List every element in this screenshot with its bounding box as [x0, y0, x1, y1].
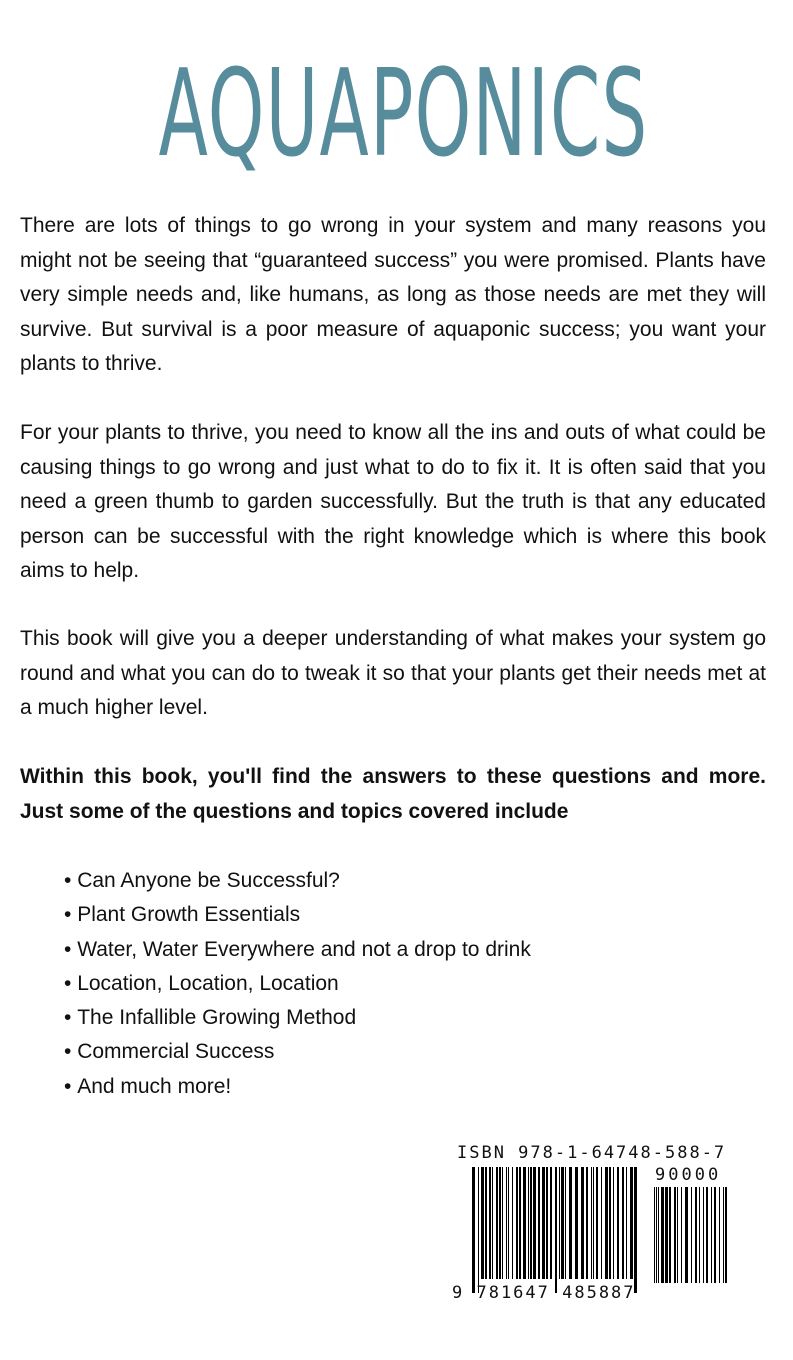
- barcode-bar: [496, 1167, 498, 1279]
- barcode-bar: [533, 1167, 536, 1279]
- barcode-bar: [613, 1167, 614, 1279]
- barcode-bar: [723, 1187, 724, 1283]
- barcode-bar: [725, 1187, 727, 1283]
- list-item: • Can Anyone be Successful?: [64, 864, 531, 898]
- barcode-bar: [626, 1167, 627, 1279]
- barcode-bar: [703, 1187, 704, 1283]
- barcode-bar: [508, 1167, 509, 1279]
- book-title: AQUAPONICS: [158, 45, 649, 184]
- barcode-bar: [601, 1167, 602, 1279]
- barcode-bar: [489, 1167, 491, 1279]
- addon-barcode: [652, 1187, 732, 1283]
- barcode-bar: [617, 1167, 619, 1279]
- barcode-bar: [528, 1167, 529, 1279]
- barcode-bar: [665, 1187, 668, 1283]
- barcode-bar: [575, 1167, 578, 1279]
- barcode-bar: [714, 1187, 716, 1283]
- barcode-bar: [523, 1167, 526, 1279]
- topics-list: [64, 864, 531, 1104]
- barcode-bar: [586, 1167, 588, 1279]
- barcode-bar: [630, 1167, 633, 1279]
- barcode-bar: [695, 1187, 697, 1283]
- barcode-bar: [506, 1167, 507, 1279]
- barcode-bar: [530, 1167, 532, 1279]
- barcode-bar: [516, 1167, 518, 1279]
- barcode-bar: [609, 1167, 611, 1279]
- barcode-bar: [499, 1167, 501, 1279]
- list-item: • Plant Growth Essentials: [64, 898, 531, 932]
- barcode-bar: [593, 1167, 594, 1279]
- barcode-bar: [674, 1187, 676, 1283]
- barcode-bar: [538, 1167, 540, 1279]
- isbn-label: ISBN 978-1-64748-588-7: [457, 1143, 727, 1163]
- barcode-addon-code: 90000: [655, 1165, 722, 1185]
- barcode-bar: [581, 1167, 584, 1279]
- list-item: • Location, Location, Location: [64, 967, 531, 1001]
- barcode-bar: [661, 1187, 664, 1283]
- barcode-bar: [654, 1187, 655, 1283]
- barcode-bar: [656, 1187, 657, 1283]
- thrive-paragraph: For your plants to thrive, you need to know all the ins and outs of what could be causing things to go wrong and just what to do to fix it. It is often said that you need a green thumb to garden successfully. But the truth is that any educated person can be successful with the right knowledge which is where this book aims to help.: [20, 421, 766, 582]
- topics-intro-paragraph: Within this book, you'll find the answers to these questions and more. Just some of the questions and topics covered include: [20, 765, 766, 823]
- barcode-bar: [555, 1167, 557, 1293]
- barcode-bar: [706, 1187, 708, 1283]
- barcode-bar: [685, 1187, 688, 1283]
- barcode-bar: [605, 1167, 608, 1279]
- barcode-bar: [502, 1167, 503, 1279]
- barcode-bar: [565, 1167, 566, 1279]
- barcode-bar: [591, 1167, 592, 1279]
- barcode-bar: [559, 1167, 560, 1279]
- barcode-bar: [711, 1187, 712, 1283]
- barcode-bar: [677, 1187, 678, 1283]
- barcode-bar: [569, 1167, 572, 1279]
- barcode-bar: [622, 1167, 624, 1279]
- barcode-bar: [492, 1167, 493, 1279]
- barcode-bar: [669, 1187, 671, 1283]
- barcode-bar: [512, 1167, 513, 1279]
- barcode-bar: [546, 1167, 548, 1279]
- barcode-bar: [681, 1187, 682, 1283]
- barcode-bar: [658, 1187, 659, 1283]
- barcode-bar: [485, 1167, 487, 1279]
- list-item: • The Infallible Growing Method: [64, 1001, 531, 1035]
- barcode-number: 9 781647 485887: [452, 1283, 636, 1303]
- understanding-paragraph: This book will give you a deeper understanding of what makes your system go round and what you can do to tweak it so that your plants get their needs met at a much higher level.: [20, 627, 766, 719]
- barcode-bar: [719, 1187, 720, 1283]
- barcode-bar: [478, 1167, 479, 1293]
- barcode-bar: [634, 1167, 637, 1293]
- barcode-bar: [596, 1167, 598, 1279]
- intro-paragraph: There are lots of things to go wrong in your system and many reasons you might not be seeing that “guaranteed success” you were promised. Plants have very simple needs and, like humans, as long as those needs are met they will survive. But survival is a poor measure of aquaponic success; you want your plants to thrive.: [20, 214, 766, 375]
- barcode-bar: [472, 1167, 475, 1293]
- barcode-bar: [550, 1167, 552, 1279]
- list-item: • Water, Water Everywhere and not a drop to drink: [64, 933, 531, 967]
- barcode-bar: [691, 1187, 692, 1283]
- isbn-barcode: [470, 1167, 640, 1295]
- barcode-bar: [481, 1167, 484, 1279]
- barcode-bar: [561, 1167, 564, 1279]
- barcode-bar: [699, 1187, 700, 1283]
- barcode-bar: [542, 1167, 545, 1279]
- list-item: • And much more!: [64, 1070, 531, 1104]
- list-item: • Commercial Success: [64, 1035, 531, 1069]
- barcode-bar: [519, 1167, 521, 1279]
